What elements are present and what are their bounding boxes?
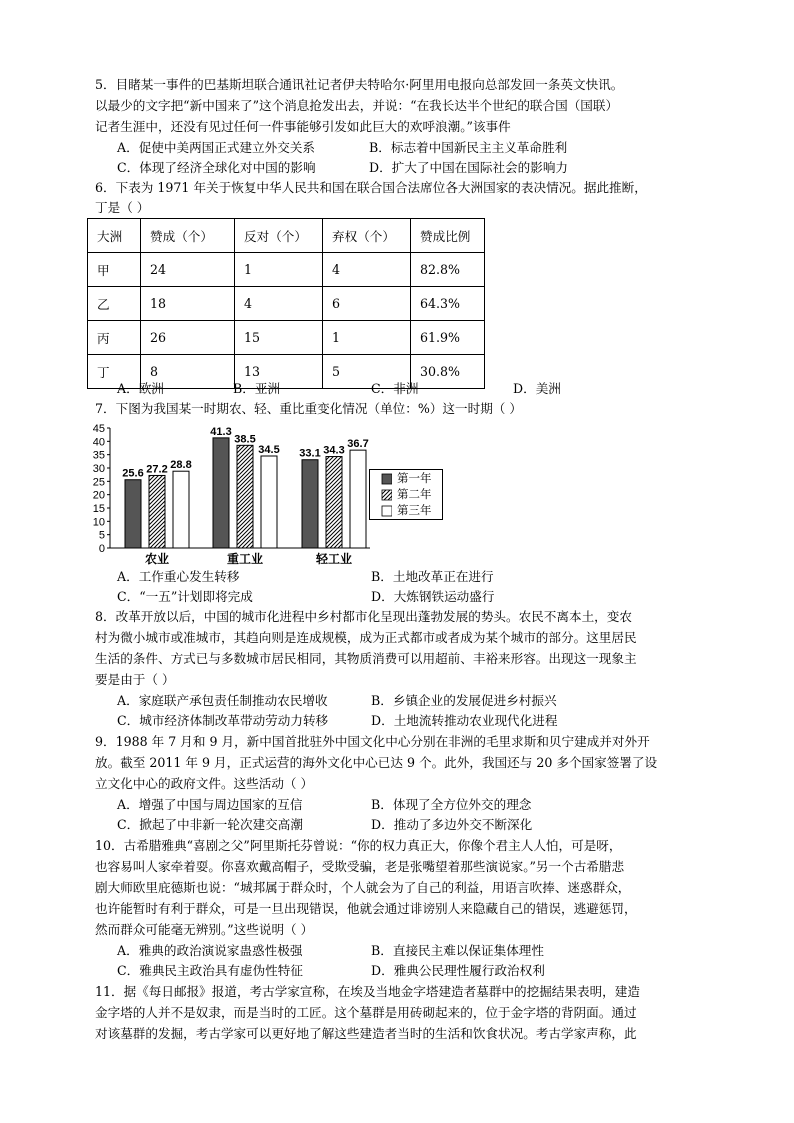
bar bbox=[302, 460, 318, 548]
y-tick-label: 30 bbox=[92, 463, 105, 475]
bar-value-label: 27.2 bbox=[146, 463, 168, 476]
q5-option-a: A．促使中美两国正式建立外交关系 bbox=[117, 140, 316, 155]
q6-option-c: C．非洲 bbox=[371, 381, 419, 396]
table-cell: 乙 bbox=[88, 287, 141, 321]
table-cell: 8 bbox=[141, 355, 235, 389]
q6-stem-line-2: 丁是（ ） bbox=[95, 200, 150, 215]
q5-stem-line-2: 以最少的文字把“新中国来了”这个消息抢发出去，并说：“在我长达半个世纪的联合国（国联） bbox=[95, 98, 619, 113]
q10-option-c: C．雅典民主政治具有虚伪性特征 bbox=[117, 963, 303, 978]
bar bbox=[261, 456, 277, 548]
q5-option-c: C．体现了经济全球化对中国的影响 bbox=[117, 160, 316, 175]
q10-option-d: D．雅典公民理性履行政治权利 bbox=[371, 963, 545, 978]
q9-option-a: A．增强了中国与周边国家的互信 bbox=[117, 797, 303, 812]
y-tick-label: 0 bbox=[98, 543, 105, 555]
bar bbox=[125, 480, 141, 548]
q10-stem-line-4: 也许能暂时有利于群众，可是一旦出现错误，他就会通过诽谤别人来隐藏自己的错误，逃避惩罚， bbox=[95, 901, 637, 916]
y-tick-label: 25 bbox=[92, 476, 105, 489]
legend-swatch-hatch bbox=[382, 490, 392, 500]
table-cell: 6 bbox=[323, 287, 411, 321]
bar bbox=[237, 445, 253, 548]
table-cell: 26 bbox=[141, 321, 235, 355]
q11-stem-line-2: 金字塔的人并不是奴隶，而是当时的工匠。这个墓群是用砖砌起来的，位于金字塔的背阴面。通过 bbox=[95, 1005, 637, 1020]
q7-option-a: A．工作重心发生转移 bbox=[117, 569, 240, 584]
q8-stem-line-3: 生活的条件、方式已与多数城市居民相同，其物质消费可以用超前、丰裕来形容。出现这一现象主 bbox=[95, 651, 637, 666]
vote-table bbox=[87, 218, 485, 389]
q11-stem-line-3: 对该墓群的发掘，考古学家可以更好地了解这些建造者当时的生活和饮食状况。考古学家声称，此 bbox=[95, 1026, 637, 1041]
table-cell: 13 bbox=[235, 355, 323, 389]
q6-stem-line-1: 6．下表为 1971 年关于恢复中华人民共和国在联合国合法席位各大洲国家的表决情况。据此推断， bbox=[95, 180, 647, 195]
table-cell: 丁 bbox=[88, 355, 141, 389]
table-header-row bbox=[88, 219, 485, 253]
table-cell: 5 bbox=[323, 355, 411, 389]
q7-option-b: B．土地改革正在进行 bbox=[371, 569, 494, 584]
q10-stem-line-5: 然而群众可能毫无辨别。”这些说明（ ） bbox=[95, 922, 314, 937]
table-header-cell: 反对（个） bbox=[235, 219, 323, 253]
category-label: 重工业 bbox=[226, 552, 264, 566]
q8-option-d: D．土地流转推动农业现代化进程 bbox=[371, 713, 558, 728]
bar-value-label: 33.1 bbox=[299, 447, 321, 460]
q5-stem-line-3: 记者生涯中，还没有见过任何一件事能够引发如此巨大的欢呼浪潮。”该事件 bbox=[95, 119, 511, 134]
bar-value-label: 25.6 bbox=[122, 467, 144, 480]
category-label: 轻工业 bbox=[315, 552, 353, 566]
table-cell: 4 bbox=[235, 287, 323, 321]
y-tick-label: 40 bbox=[92, 436, 105, 449]
q5-stem-line-1: 5．目睹某一事件的巴基斯坦联合通讯社记者伊夫特哈尔·阿里用电报向总部发回一条英文快讯。 bbox=[95, 77, 624, 92]
q11-stem-line-1: 11．据《每日邮报》报道，考古学家宣称，在埃及当地金字塔建造者墓群中的挖掘结果表明，建造 bbox=[95, 984, 640, 999]
bar bbox=[149, 475, 165, 548]
table-cell: 15 bbox=[235, 321, 323, 355]
table-cell: 丙 bbox=[88, 321, 141, 355]
table-cell: 64.3% bbox=[411, 287, 485, 321]
y-tick-label: 35 bbox=[92, 449, 105, 462]
q7-option-c: C．“一五”计划即将完成 bbox=[117, 589, 253, 604]
bar bbox=[173, 471, 189, 548]
table-cell: 4 bbox=[323, 253, 411, 287]
table-header-cell: 赞成比例 bbox=[411, 219, 485, 253]
table-cell: 30.8% bbox=[411, 355, 485, 389]
table-row bbox=[88, 287, 485, 321]
y-tick-label: 5 bbox=[98, 529, 105, 542]
q9-stem-line-1: 9．1988 年 7 月和 9 月，新中国首批驻外中国文化中心分别在非洲的毛里求斯和贝宁建成并对外开 bbox=[95, 734, 650, 749]
legend-label: 第三年 bbox=[397, 503, 432, 517]
bar bbox=[350, 450, 366, 548]
q6-option-a: A．欧洲 bbox=[117, 381, 164, 396]
table-row bbox=[88, 321, 485, 355]
legend-swatch-solid bbox=[382, 474, 392, 484]
y-tick-label: 15 bbox=[92, 503, 105, 515]
table-row bbox=[88, 253, 485, 287]
q8-stem-line-2: 村为微小城市或准城市，其趋向则是连成规模，成为正式都市或者成为某个城市的部分。这里居民 bbox=[95, 630, 637, 645]
bar bbox=[326, 457, 342, 548]
bar-value-label: 34.5 bbox=[258, 444, 280, 456]
bar-value-label: 36.7 bbox=[347, 438, 369, 451]
q7-option-d: D．大炼钢铁运动盛行 bbox=[371, 589, 495, 604]
table-cell: 61.9% bbox=[411, 321, 485, 355]
q7-stem-line: 7．下图为我国某一时期农、轻、重比重变化情况（单位：%）这一时期（ ） bbox=[95, 401, 522, 416]
category-label: 农业 bbox=[144, 552, 170, 566]
bar-value-label: 38.5 bbox=[234, 433, 256, 446]
table-cell: 18 bbox=[141, 287, 235, 321]
q9-stem-line-2: 放。截至 2011 年 9 月，正式运营的海外文化中心已达 9 个。此外，我国还与 20 多个国家签署了设 bbox=[95, 755, 658, 770]
legend-label: 第一年 bbox=[397, 471, 432, 485]
q8-option-c: C．城市经济体制改革带动劳动力转移 bbox=[117, 713, 329, 728]
bar-value-label: 28.8 bbox=[170, 459, 192, 472]
table-cell: 1 bbox=[323, 321, 411, 355]
bar-value-label: 34.3 bbox=[323, 444, 345, 457]
table-cell: 82.8% bbox=[411, 253, 485, 287]
y-tick-label: 45 bbox=[92, 423, 105, 435]
y-tick-label: 10 bbox=[92, 516, 105, 529]
q9-stem-line-3: 立文化中心的政府文件。这些活动（ ） bbox=[95, 776, 314, 791]
q8-option-b: B．乡镇企业的发展促进乡村振兴 bbox=[371, 693, 557, 708]
q8-stem-line-4: 要是由于（ ） bbox=[95, 672, 175, 687]
q6-option-b: B．亚洲 bbox=[233, 381, 281, 396]
q10-option-b: B．直接民主难以保证集体理性 bbox=[371, 943, 544, 958]
legend-swatch-white bbox=[382, 506, 392, 516]
table-header-cell: 大洲 bbox=[88, 219, 141, 253]
legend-label: 第二年 bbox=[397, 487, 432, 501]
table-cell: 甲 bbox=[88, 253, 141, 287]
legend-swatches bbox=[372, 472, 392, 518]
bar-value-label: 41.3 bbox=[210, 425, 232, 438]
table-cell: 24 bbox=[141, 253, 235, 287]
q10-stem-line-1: 10．古希腊雅典“喜剧之父”阿里斯托芬曾说：“你的权力真正大，你像个君主人人怕，可是呀， bbox=[95, 838, 622, 853]
q9-option-b: B．体现了全方位外交的理念 bbox=[371, 797, 532, 812]
q10-stem-line-3: 剧大师欧里庇德斯也说：“城邦属于群众时，个人就会为了自己的利益，用语言吹捧、迷惑群众， bbox=[95, 880, 631, 895]
q9-option-c: C．掀起了中非新一轮次建交高潮 bbox=[117, 817, 303, 832]
q5-option-b: B．标志着中国新民主主义革命胜利 bbox=[369, 140, 568, 155]
q6-option-d: D．美洲 bbox=[513, 381, 561, 396]
table-header-cell: 弃权（个） bbox=[323, 219, 411, 253]
q10-stem-line-2: 也容易叫人家牵着耍。你喜欢戴高帽子，受欺受骗，老是张嘴望着那些演说家。”另一个古希腊悲 bbox=[95, 859, 625, 874]
q10-option-a: A．雅典的政治演说家蛊惑性极强 bbox=[117, 943, 303, 958]
q5-option-d: D．扩大了中国在国际社会的影响力 bbox=[369, 160, 569, 175]
q9-option-d: D．推动了多边外交不断深化 bbox=[371, 817, 533, 832]
q8-stem-line-1: 8．改革开放以后，中国的城市化进程中乡村都市化呈现出蓬勃发展的势头。农民不离本土，变农 bbox=[95, 609, 632, 624]
y-tick-label: 20 bbox=[92, 489, 105, 502]
bar bbox=[213, 438, 229, 548]
q8-option-a: A．家庭联产承包责任制推动农民增收 bbox=[117, 693, 328, 708]
table-header-cell: 赞成（个） bbox=[141, 219, 235, 253]
table-cell: 1 bbox=[235, 253, 323, 287]
